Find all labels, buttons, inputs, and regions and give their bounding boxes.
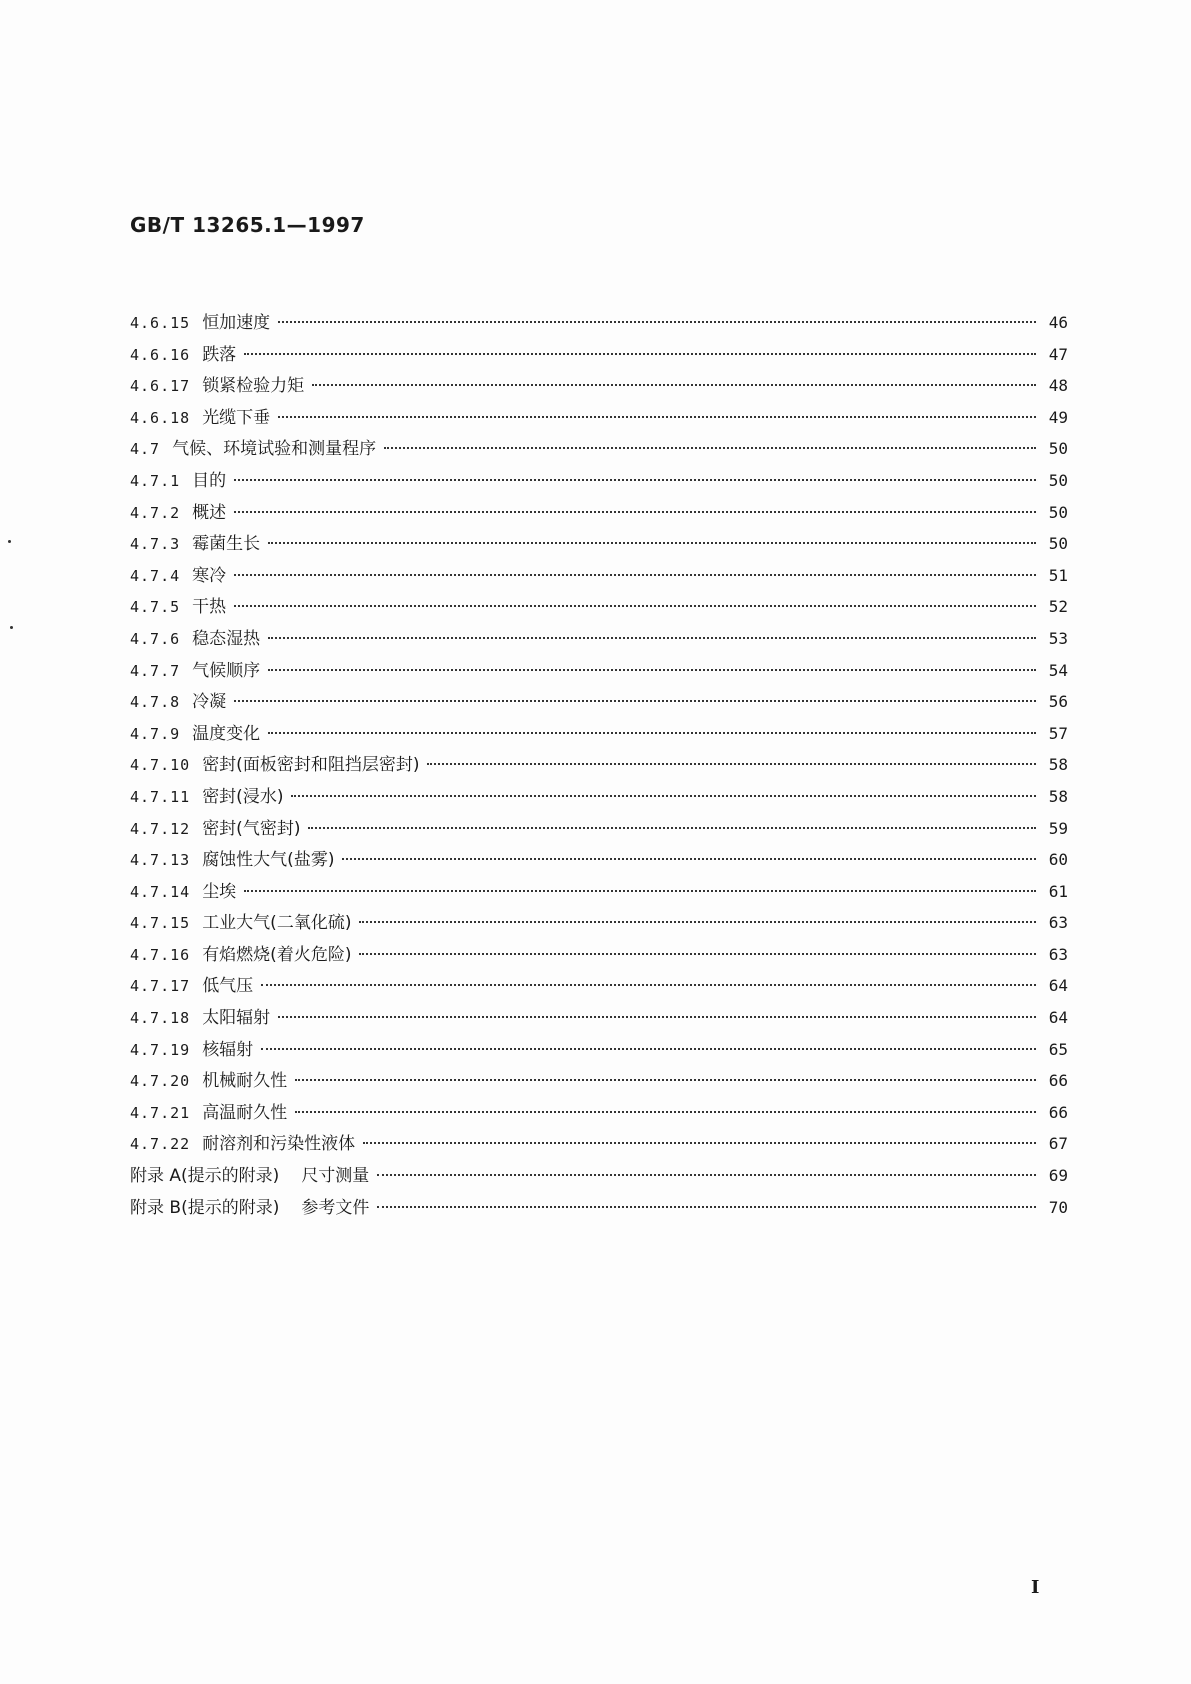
dot-leader (278, 416, 1036, 418)
toc-entry (130, 1002, 1068, 1034)
appendix-title: 尺寸测量 (301, 1166, 370, 1187)
toc-title: 有焰燃烧(着火危险) (202, 944, 352, 965)
toc-page-number: 50 (1048, 534, 1068, 554)
scan-speck (8, 540, 11, 543)
toc-page-number: 65 (1048, 1039, 1068, 1059)
toc-page-number: 49 (1048, 407, 1068, 427)
toc-title: 高温耐久性 (202, 1102, 288, 1123)
dot-leader (291, 795, 1036, 797)
toc-number: 4.7.12 (130, 819, 191, 838)
toc-page-number: 67 (1048, 1134, 1068, 1154)
toc-entry (130, 655, 1068, 687)
toc-number: 4.7.20 (130, 1072, 191, 1091)
toc-number: 4.7 (130, 440, 161, 459)
dot-leader (308, 827, 1036, 829)
toc-number: 4.7.11 (130, 787, 191, 806)
toc-title: 跌落 (202, 344, 237, 365)
toc-title: 气候、环境试验和测量程序 (172, 439, 377, 460)
toc-number: 4.7.5 (130, 598, 181, 617)
toc-title: 气候顺序 (192, 660, 261, 681)
dot-leader (234, 479, 1036, 481)
toc-title: 温度变化 (192, 723, 261, 744)
toc-entry (130, 813, 1068, 845)
toc-number: 4.7.6 (130, 629, 181, 648)
toc-title: 低气压 (202, 976, 254, 997)
toc-entry (130, 591, 1068, 623)
toc-number: 4.7.13 (130, 851, 191, 870)
page-number-footer: I (1031, 1577, 1040, 1598)
toc-page-number: 54 (1048, 660, 1068, 680)
toc-entry (130, 370, 1068, 402)
toc-entry (130, 749, 1068, 781)
toc-page-number: 64 (1048, 1008, 1068, 1028)
dot-leader (359, 953, 1036, 955)
toc-entry (130, 1065, 1068, 1097)
toc-title: 腐蚀性大气(盐雾) (202, 850, 335, 871)
toc-page-number: 50 (1048, 439, 1068, 459)
toc-number: 4.7.19 (130, 1040, 191, 1059)
appendix-entry (130, 1192, 1068, 1224)
dot-leader (312, 384, 1036, 386)
toc-number: 4.7.4 (130, 566, 181, 585)
toc-entry (130, 939, 1068, 971)
dot-leader (234, 700, 1036, 702)
toc-page-number: 66 (1048, 1071, 1068, 1091)
toc-number: 4.6.17 (130, 377, 191, 396)
toc-number: 4.7.7 (130, 661, 181, 680)
toc-title: 耐溶剂和污染性液体 (202, 1134, 356, 1155)
toc-number: 4.7.1 (130, 471, 181, 490)
toc-number: 4.7.15 (130, 914, 191, 933)
toc-title: 密封(浸水) (202, 786, 284, 807)
dot-leader (278, 1016, 1036, 1018)
toc-page-number: 52 (1048, 597, 1068, 617)
toc-number: 4.7.17 (130, 977, 191, 996)
toc-entry (130, 1128, 1068, 1160)
dot-leader (295, 1079, 1036, 1081)
dot-leader (234, 511, 1036, 513)
toc-entry (130, 402, 1068, 434)
toc-title: 核辐射 (202, 1039, 254, 1060)
dot-leader (244, 890, 1036, 892)
toc-number: 4.7.14 (130, 882, 191, 901)
toc-page-number: 64 (1048, 976, 1068, 996)
toc-page-number: 60 (1048, 850, 1068, 870)
toc-entry (130, 1034, 1068, 1066)
toc-entry (130, 718, 1068, 750)
toc-entry (130, 876, 1068, 908)
dot-leader (377, 1206, 1036, 1208)
toc-title: 寒冷 (192, 565, 227, 586)
toc-page-number: 46 (1048, 313, 1068, 332)
toc-title: 恒加速度 (202, 313, 271, 333)
dot-leader (244, 353, 1036, 355)
toc-title: 概述 (192, 502, 227, 523)
appendix-label: 附录 B(提示的附录) (130, 1197, 280, 1218)
toc-entry (130, 907, 1068, 939)
toc-title: 稳态湿热 (192, 628, 261, 649)
dot-leader (342, 858, 1036, 860)
toc-title: 霉菌生长 (192, 534, 261, 555)
toc-page-number: 51 (1048, 565, 1068, 585)
toc-title: 密封(面板密封和阻挡层密封) (202, 755, 420, 776)
toc-number: 4.7.22 (130, 1135, 191, 1154)
toc-entry (130, 1097, 1068, 1129)
toc-page-number: 47 (1048, 344, 1068, 364)
dot-leader (377, 1174, 1036, 1176)
toc-title: 密封(气密封) (202, 818, 301, 839)
toc-page-number: 50 (1048, 502, 1068, 522)
dot-leader (261, 1048, 1036, 1050)
toc-page-number: 50 (1048, 470, 1068, 490)
toc-page-number: 70 (1048, 1197, 1068, 1217)
toc-title: 光缆下垂 (202, 407, 271, 428)
toc-title: 冷凝 (192, 692, 227, 713)
dot-leader (234, 574, 1036, 576)
toc-entry (130, 844, 1068, 876)
standard-code-header: GB/T 13265.1—1997 (130, 213, 365, 237)
toc-entry (130, 528, 1068, 560)
toc-page-number: 63 (1048, 944, 1068, 964)
appendix-label: 附录 A(提示的附录) (130, 1166, 280, 1187)
toc-page-number: 61 (1048, 881, 1068, 901)
dot-leader (268, 637, 1036, 639)
toc-number: 4.7.8 (130, 693, 181, 712)
toc-page-number: 57 (1048, 723, 1068, 743)
toc-entry (130, 339, 1068, 371)
toc-number: 4.6.16 (130, 345, 191, 364)
toc-number: 4.6.18 (130, 408, 191, 427)
dot-leader (278, 321, 1036, 323)
scan-speck (10, 626, 13, 629)
toc-entry (130, 497, 1068, 529)
dot-leader (268, 732, 1036, 734)
appendix-title: 参考文件 (301, 1197, 370, 1218)
appendix-entry (130, 1160, 1068, 1192)
toc-title: 工业大气(二氧化硫) (202, 913, 352, 934)
toc-entry (130, 970, 1068, 1002)
dot-leader (295, 1111, 1036, 1113)
toc-number: 4.7.9 (130, 724, 181, 743)
toc-entry (130, 781, 1068, 813)
toc-number: 4.7.3 (130, 535, 181, 554)
toc-page-number: 59 (1048, 818, 1068, 838)
toc-number: 4.7.21 (130, 1103, 191, 1122)
table-of-contents (130, 307, 1068, 1223)
dot-leader (359, 921, 1036, 923)
toc-entry (130, 465, 1068, 497)
toc-number: 4.7.16 (130, 945, 191, 964)
toc-entry (130, 560, 1068, 592)
toc-title: 干热 (192, 597, 227, 618)
toc-page-number: 58 (1048, 786, 1068, 806)
dot-leader (268, 542, 1036, 544)
toc-page-number: 66 (1048, 1102, 1068, 1122)
toc-entry (130, 433, 1068, 465)
toc-page-number: 63 (1048, 913, 1068, 933)
toc-title: 尘埃 (202, 881, 237, 902)
toc-entry (130, 623, 1068, 655)
toc-title: 锁紧检验力矩 (202, 376, 305, 397)
dot-leader (261, 984, 1036, 986)
dot-leader (384, 447, 1036, 449)
toc-number: 4.7.2 (130, 503, 181, 522)
toc-page-number: 53 (1048, 628, 1068, 648)
toc-entry (130, 307, 1068, 339)
toc-number: 4.6.15 (130, 314, 191, 332)
dot-leader (268, 669, 1036, 671)
toc-number: 4.7.18 (130, 1009, 191, 1028)
toc-entry (130, 686, 1068, 718)
toc-title: 太阳辐射 (202, 1008, 271, 1029)
toc-page-number: 48 (1048, 376, 1068, 396)
dot-leader (363, 1142, 1036, 1144)
dot-leader (427, 763, 1036, 765)
toc-page-number: 58 (1048, 755, 1068, 775)
toc-page-number: 56 (1048, 692, 1068, 712)
dot-leader (234, 605, 1036, 607)
toc-number: 4.7.10 (130, 756, 191, 775)
toc-page-number: 69 (1048, 1166, 1068, 1186)
toc-title: 目的 (192, 470, 227, 491)
toc-title: 机械耐久性 (202, 1071, 288, 1092)
